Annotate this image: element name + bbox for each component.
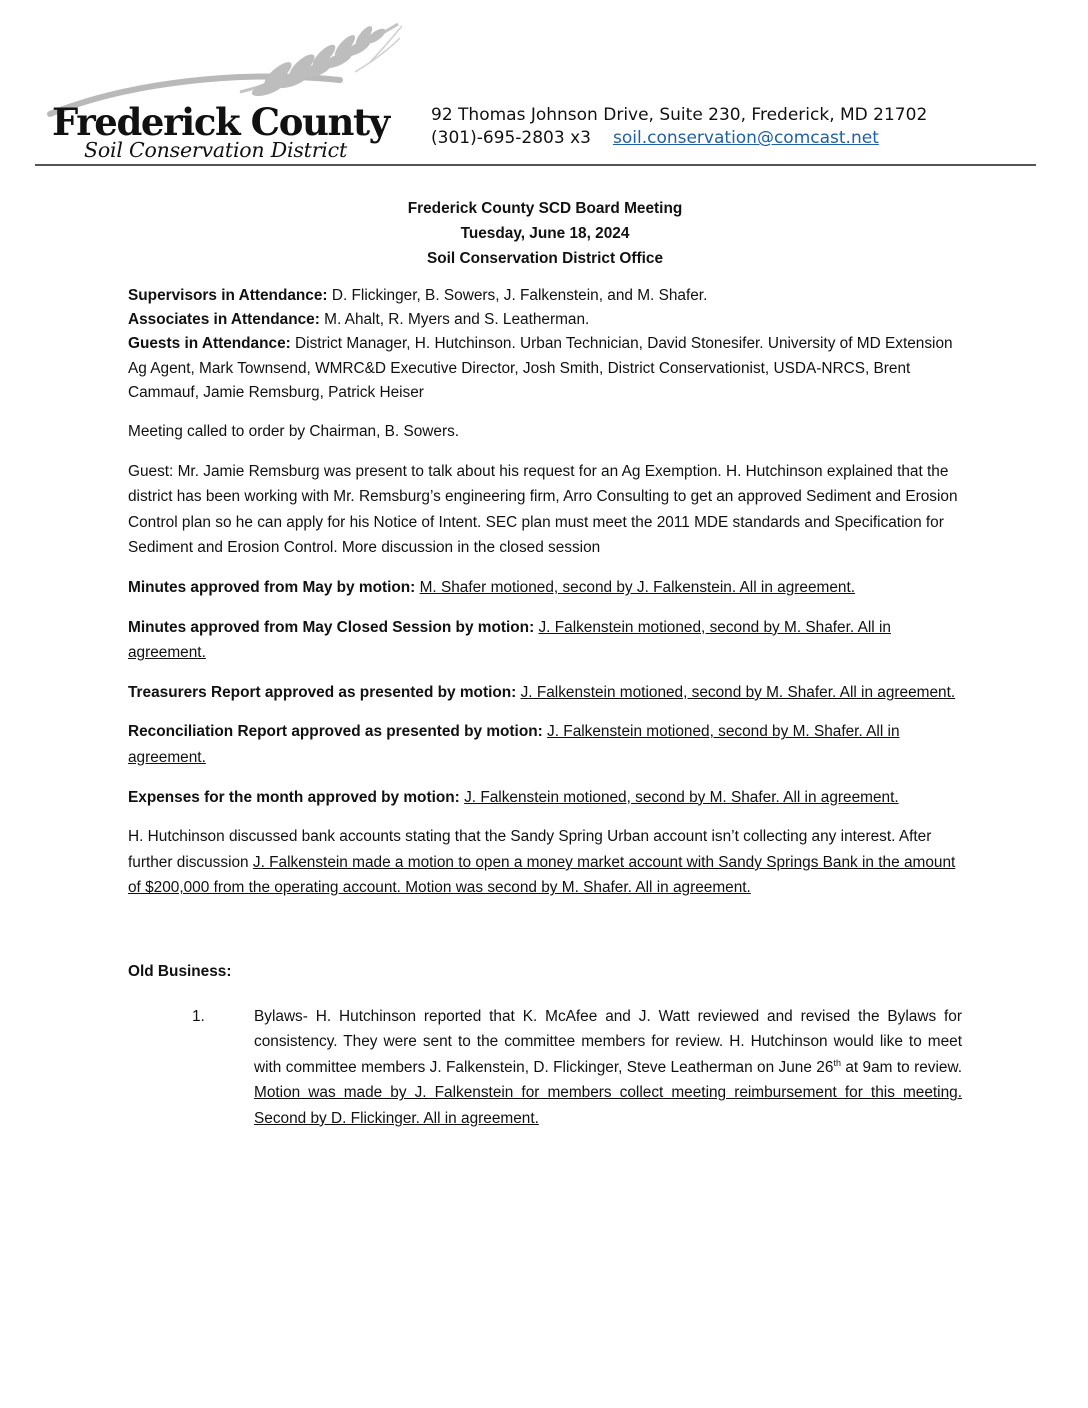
item-motion: Motion was made by J. Falkenstein for members collect meeting reimbursement for this meeting. Second by D. Flickinger. All in agreement. [254,1084,962,1127]
old-business-list [128,1004,962,1132]
motion-reconciliation-report [128,719,962,770]
email-link[interactable]: soil.conservation@comcast.net [612,128,879,148]
phone-email-row [431,127,927,150]
motion-text: J. Falkenstein motioned, second by M. Shafer. All in agreement. [520,683,956,701]
motion-label: Expenses for the month approved by motion: [128,788,460,806]
associates-list: M. Ahalt, R. Myers and S. Leatherman. [319,310,590,328]
list-item [254,1004,962,1132]
contact-block [431,104,927,150]
address: 92 Thomas Johnson Drive, Suite 230, Frederick, MD 21702 [431,105,928,125]
logo-title: Frederick County [52,100,389,144]
item-text: Bylaws- H. Hutchinson reported that K. McAfee and J. Watt reviewed and revised the Bylaws for consistency. They were sent to the committee members for review. H. Hutchinson would like to meet with committee members J. Falkenstein, D. Flickinger, Steve Leatherman on June 26 [254,1007,962,1076]
guest-paragraph: Guest: Mr. Jamie Remsburg was present to talk about his request for an Ag Exemption. H. Hutchinson explained that the district has been working with Mr. Remsburg’s engineering firm, Arro Consulting to get an approved Sediment and Erosion Control plan so he can apply for his Notice of Intent. SEC plan must meet the 2011 MDE standards and Specification for Sediment and Erosion Control. More discussion in the closed session [128,462,958,557]
guests-line [128,332,962,405]
motion-text: J. Falkenstein motioned, second by M. Shafer. All in agreement. [128,618,891,662]
bank-intro: H. Hutchinson discussed bank accounts stating that the Sandy Spring Urban account isn’t collecting any interest. After further discussion [128,828,932,871]
phone: (301)-695-2803 x3 [431,128,591,148]
guests-list: District Manager, H. Hutchinson. Urban Technician, David Stonesifer. University of MD Extension Ag Agent, Mark Townsend, WMRC&D Executive Director, Josh Smith, District Conservationist, USDA-NRCS, Brent Cammauf, Jamie Remsburg, Patrick Heiser [128,335,953,401]
motion-label: Minutes approved from May Closed Session by motion: [128,618,535,636]
call-to-order: Meeting called to order by Chairman, B. Sowers. [128,423,460,441]
motion-treasurers-report [128,680,962,706]
old-business-title: Old Business: [128,963,232,980]
list-item-number: 1. [192,1007,205,1025]
motion-text: J. Falkenstein motioned, second by M. Shafer. All in agreement. [464,788,899,806]
header-divider [35,164,1036,166]
supervisors-line [128,284,962,308]
bank-accounts-paragraph [128,824,962,901]
district-logo [40,22,410,162]
motion-minutes-closed-session [128,615,962,666]
motion-text: J. Falkenstein motioned, second by M. Shafer. All in agreement. [128,723,900,767]
attendance [128,284,962,405]
meeting-date: Tuesday, June 18, 2024 [460,225,630,243]
motion-label: Reconciliation Report approved as presented by motion: [128,723,543,741]
item-text-cont: at 9am to review. [840,1058,962,1076]
supervisors-list: D. Flickinger, B. Sowers, J. Falkenstein, and M. Shafer. [327,286,708,304]
associates-label: Associates in Attendance: [128,310,320,328]
guests-label: Guests in Attendance: [128,335,291,353]
meeting-heading [128,196,962,272]
meeting-title: Frederick County SCD Board Meeting [407,200,683,217]
motion-expenses [128,785,962,811]
ordinal-suffix: th [833,1057,841,1068]
bank-motion: J. Falkenstein made a motion to open a money market account with Sandy Springs Bank in the amount of $200,000 from the operating account. Motion was second by M. Shafer. All in agreement. [128,853,956,897]
motion-minutes-may [128,575,962,601]
motion-label: Treasurers Report approved as presented by motion: [128,683,517,701]
meeting-location: Soil Conservation District Office [426,250,664,268]
supervisors-label: Supervisors in Attendance: [128,286,328,304]
logo-subtitle: Soil Conservation District [84,138,347,162]
associates-line [128,308,962,332]
meeting-minutes [128,196,962,1132]
motion-text: M. Shafer motioned, second by J. Falkenstein. All in agreement. [419,579,856,597]
motion-label: Minutes approved from May by motion: [128,579,416,597]
